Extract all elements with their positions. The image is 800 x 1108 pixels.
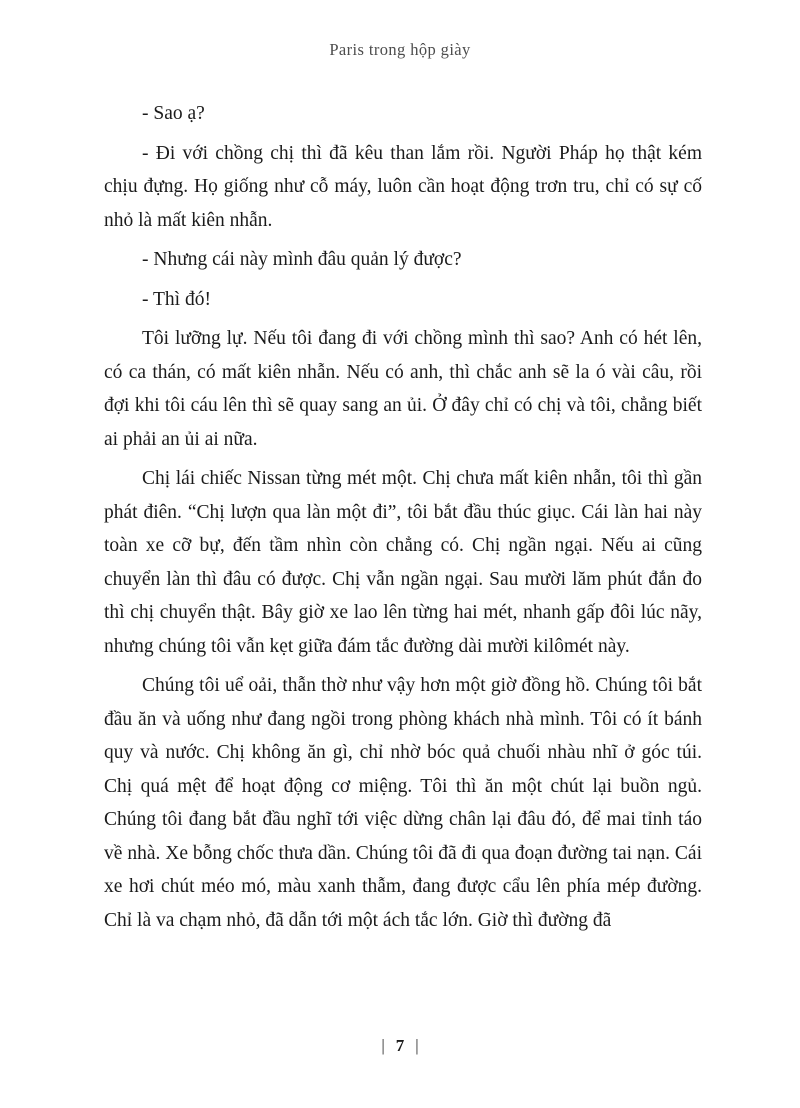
page-number: 7 bbox=[395, 1036, 405, 1055]
paragraph: Chị lái chiếc Nissan từng mét một. Chị chưa mất kiên nhẫn, tôi thì gần phát điên. “Chị lượn qua làn một đi”, tôi bắt đầu thúc giục. Cái làn hai này toàn xe cỡ bự, đến tầm nhìn còn chẳng có. Chị ngần ngại. Nếu ai cũng chuyển làn thì đâu có được. Chị vẫn ngần ngại. Sau mười lăm phút đắn đo thì chị chuyển thật. Bây giờ xe lao lên từng hai mét, nhanh gấp đôi lúc nãy, nhưng chúng tôi vẫn kẹt giữa đám tắc đường dài mười kilômét này. bbox=[104, 468, 702, 657]
paragraph: - Thì đó! bbox=[142, 288, 211, 310]
paragraph: - Đi với chồng chị thì đã kêu than lắm rồi. Người Pháp họ thật kém chịu đựng. Họ giống như cỗ máy, luôn cần hoạt động trơn tru, chỉ có sự cố nhỏ là mất kiên nhẫn. bbox=[104, 142, 702, 231]
footer-left-bar: | bbox=[381, 1036, 385, 1055]
paragraph: - Sao ạ? bbox=[142, 103, 205, 124]
paragraph: Chúng tôi uể oải, thẫn thờ như vậy hơn một giờ đồng hồ. Chúng tôi bắt đầu ăn và uống như đang ngồi trong phòng khách nhà mình. Tôi có ít bánh quy và nước. Chị không ăn gì, chỉ nhờ bóc quả chuối nhàu nhĩ ở góc túi. Chị quá mệt để hoạt động cơ miệng. Tôi thì ăn một chút lại buồn ngủ. Chúng tôi đang bắt đầu nghĩ tới việc dừng chân lại đâu đó, để mai tỉnh táo về nhà. Xe bỗng chốc thưa dần. Chúng tôi đã đi qua đoạn đường tai nạn. Cái xe hơi chút méo mó, màu xanh thẫm, đang được cẩu lên phía mép đường. Chỉ là va chạm nhỏ, đã dẫn tới một ách tắc lớn. Giờ thì đường đã bbox=[104, 675, 702, 931]
paragraph: - Nhưng cái này mình đâu quản lý được? bbox=[142, 249, 462, 270]
page-footer bbox=[0, 1036, 800, 1056]
running-header-title: Paris trong hộp giày bbox=[329, 40, 471, 59]
paragraph: Tôi lưỡng lự. Nếu tôi đang đi với chồng mình thì sao? Anh có hét lên, có ca thán, có mất kiên nhẫn. Nếu có anh, thì chắc anh sẽ la ó vài câu, rồi đợi khi tôi cáu lên thì sẽ quay sang an ủi. Ở đây chỉ có chị và tôi, chẳng biết ai phải an ủi ai nữa. bbox=[104, 328, 702, 450]
footer-right-bar: | bbox=[415, 1036, 419, 1055]
page-body bbox=[104, 97, 702, 943]
